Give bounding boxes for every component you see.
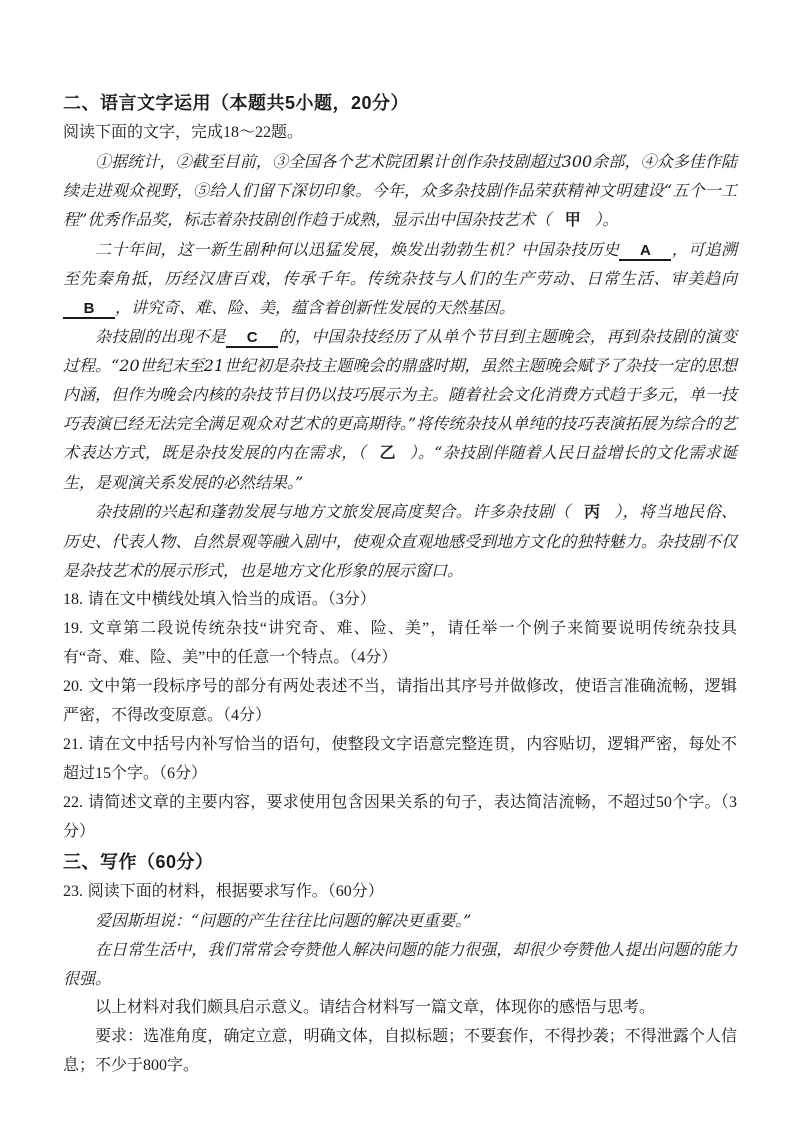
blank-yi: 乙 <box>379 445 396 462</box>
passage-text: ，讲究奇、难、险、美，蕴含着创新性发展的天然基因。 <box>115 298 516 317</box>
section-writing-heading: 三、写作（60分） <box>63 852 214 872</box>
passage-intro: 阅读下面的文字，完成18～22题。 <box>63 124 304 141</box>
passage-text: 二十年间，这一新生剧种何以迅猛发展，焕发出勃勃生机？中国杂技历史 <box>95 240 620 259</box>
blank-jia: 甲 <box>564 212 581 229</box>
question-number: 20. <box>63 678 83 695</box>
question-text: 阅读下面的材料，根据要求写作。（60分） <box>87 883 384 900</box>
passage-text: 杂技剧的兴起和蓬勃发展与地方文旅发展高度契合。许多杂技剧（ <box>95 502 571 521</box>
question-18 <box>63 585 737 614</box>
question-number: 19. <box>63 620 83 637</box>
passage-paragraph-1 <box>63 147 737 235</box>
writing-requirements: 要求：选准角度，确定立意，明确文体，自拟标题；不要套作，不得抄袭；不得泄露个人信息；不少于800字。 <box>63 1028 737 1074</box>
question-text: 文章第二段说传统杂技“讲究奇、难、险、美”，请任举一个例子来简要说明传统杂技具有“奇、难、险、美”中的任意一个特点。（4分） <box>63 620 737 666</box>
question-number: 22. <box>63 794 83 811</box>
question-text: 请在文中括号内补写恰当的语句，使整段文字语意完整连贯，内容贴切，逻辑严密，每处不超过15个字。（6分） <box>63 736 737 782</box>
passage-text: ①据统计，②截至目前，③全国各个艺术院团累计创作杂技剧超过300余部，④众多佳作陆续走进观众视野，⑤给人们留下深切印象。今年，众多杂技剧作品荣获精神文明建设“五个一工程”优秀作品奖，标志着杂技剧创作趋于成熟，显示出中国杂技艺术（ <box>63 152 737 229</box>
blank-b: B <box>63 300 115 319</box>
passage-paragraph-3 <box>63 322 737 497</box>
passage-text: ），将当地民俗、历史、代表人物、自然景观等融入剧中，使观众直观地感受到地方文化的独特魅力。杂技剧不仅是杂技艺术的展示形式，也是地方文化形象的展示窗口。 <box>63 502 737 580</box>
material-prompt: 以上材料对我们颇具启示意义。请结合材料写一篇文章，体现你的感悟与思考。 <box>95 999 656 1016</box>
passage-paragraph-2 <box>63 235 737 322</box>
blank-bing: 丙 <box>584 504 601 521</box>
question-number: 18. <box>63 591 83 608</box>
material-quote-einstein: 爱因斯坦说：“问题的产生往往比问题的解决更重要。” <box>95 911 472 930</box>
section-language-heading: 二、语言文字运用（本题共5小题，20分） <box>63 93 410 113</box>
question-number: 23. <box>63 883 83 900</box>
passage-text: ）。 <box>594 210 619 229</box>
question-text: 请在文中横线处填入恰当的成语。（3分） <box>87 591 376 608</box>
question-19 <box>63 614 737 672</box>
passage-text: 的，中国杂技经历了从单个节目到主题晚会，再到杂技剧的演变过程。“20世纪末至21世纪初是杂技主题晚会的鼎盛时期，虽然主题晚会赋予了杂技一定的思想内涵，但作为晚会内核的杂技节目仍以技巧展示为主。随着社会文化消费方式趋于多元，单一技巧表演已经无法完全满足观众对艺术的更高期待。”将传统杂技从单纯的技巧表演拓展为综合的艺术表达方式，既是杂技发展的内在需求，（ <box>63 327 737 462</box>
blank-a: A <box>619 242 671 261</box>
question-20 <box>63 672 737 730</box>
passage-text: 杂技剧的出现不是 <box>95 327 227 346</box>
question-23 <box>63 877 737 906</box>
question-21 <box>63 730 737 788</box>
passage-paragraph-4 <box>63 497 737 585</box>
passage-text: ）。“杂技剧伴随着人民日益增长的文化需求诞生，是观演关系发展的必然结果。” <box>63 443 737 492</box>
question-number: 21. <box>63 736 83 753</box>
passage-text: ，可追溯至先秦角抵，历经汉唐百戏，传承千年。传统杂技与人们的生产劳动、日常生活、审美趋向 <box>63 240 737 288</box>
blank-c: C <box>226 329 278 348</box>
question-22 <box>63 788 737 846</box>
question-text: 请简述文章的主要内容，要求使用包含因果关系的句子，表达简洁流畅，不超过50个字。（3分） <box>63 794 737 840</box>
material-daily-life: 在日常生活中，我们常常会夸赞他人解决问题的能力很强，却很少夸赞他人提出问题的能力很强。 <box>63 940 737 988</box>
question-text: 文中第一段标序号的部分有两处表述不当，请指出其序号并做修改，使语言准确流畅，逻辑严密，不得改变原意。（4分） <box>63 678 737 724</box>
